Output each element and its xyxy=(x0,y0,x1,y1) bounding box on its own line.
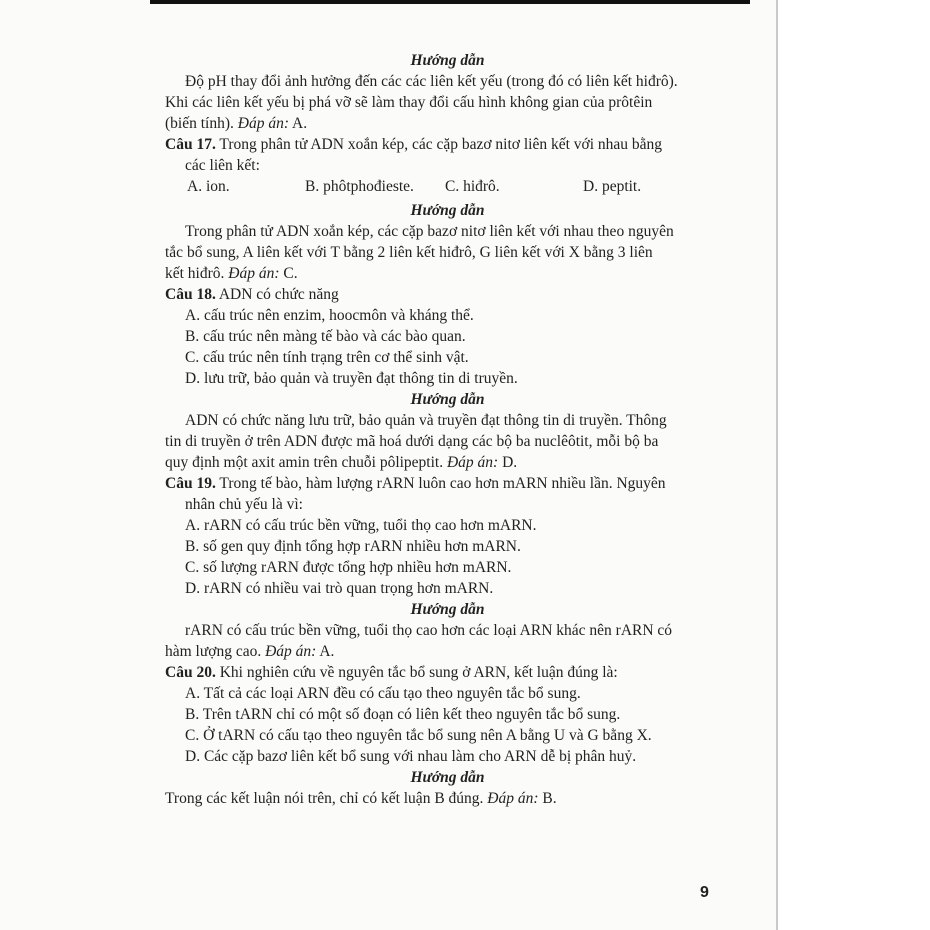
line-text: A. rARN có cấu trúc bền vững, tuổi thọ cao hơn mARN. xyxy=(185,517,537,534)
text-line xyxy=(165,683,730,704)
option-item: D. peptit. xyxy=(583,178,642,195)
text-line xyxy=(165,410,730,431)
option-item: C. hiđrô. xyxy=(445,178,500,195)
line-text: tin di truyền ở trên ADN được mã hoá dưới dạng các bộ ba nuclêôtit, mỗi bộ ba xyxy=(165,433,659,450)
line-text: quy định một axit amin trên chuỗi pôlipeptit. xyxy=(165,454,447,471)
page-margin xyxy=(778,0,930,930)
text-line xyxy=(165,494,730,515)
guide-heading: Hướng dẫn xyxy=(410,391,485,408)
page-number: 9 xyxy=(700,884,709,901)
question-line xyxy=(165,284,730,305)
question-number: Câu 19. xyxy=(165,475,216,492)
line-text: Trong các kết luận nói trên, chỉ có kết luận B đúng. xyxy=(165,790,488,807)
text-line xyxy=(165,704,730,725)
question-text: Trong tế bào, hàm lượng rARN luôn cao hơn mARN nhiều lần. Nguyên xyxy=(215,475,666,492)
answer-value: B. xyxy=(538,790,557,807)
line-text: (biến tính). xyxy=(165,115,238,132)
text-line xyxy=(165,71,730,92)
answer-value: D. xyxy=(498,454,518,471)
question-number: Câu 20. xyxy=(165,664,216,681)
text-line xyxy=(165,263,730,284)
question-text: ADN có chức năng xyxy=(215,286,339,303)
page-content xyxy=(165,50,730,809)
line-text: D. Các cặp bazơ liên kết bổ sung với nhau làm cho ARN dễ bị phân huỷ. xyxy=(185,748,637,765)
option-item: B. phôtphođieste. xyxy=(305,178,414,195)
line-text: C. Ở tARN có cấu tạo theo nguyên tắc bổ sung nên A bằng U và G bằng X. xyxy=(185,727,652,744)
answer-value: A. xyxy=(288,115,308,132)
question-line xyxy=(165,473,730,494)
text-line xyxy=(165,92,730,113)
line-text: Trong phân tử ADN xoắn kép, các cặp bazơ nitơ liên kết với nhau theo nguyên xyxy=(185,223,674,240)
guide-heading: Hướng dẫn xyxy=(410,202,485,219)
line-text: C. cấu trúc nên tính trạng trên cơ thể sinh vật. xyxy=(185,349,469,366)
line-text: D. rARN có nhiều vai trò quan trọng hơn mARN. xyxy=(185,580,494,597)
text-line xyxy=(165,452,730,473)
answer-value: C. xyxy=(279,265,298,282)
text-line xyxy=(165,641,730,662)
line-text: A. cấu trúc nên enzim, hoocmôn và kháng thể. xyxy=(185,307,474,324)
text-line xyxy=(165,368,730,389)
answer-label: Đáp án: xyxy=(446,454,499,471)
answer-label: Đáp án: xyxy=(237,115,289,132)
text-line xyxy=(165,788,730,809)
line-text: rARN có cấu trúc bền vững, tuổi thọ cao hơn các loại ARN khác nên rARN có xyxy=(185,622,673,639)
question-number: Câu 18. xyxy=(165,286,216,303)
line-text: tắc bổ sung, A liên kết với T bằng 2 liên kết hiđrô, G liên kết với X bằng 3 liên xyxy=(165,244,653,261)
line-text: A. Tất cả các loại ARN đều có cấu tạo theo nguyên tắc bổ sung. xyxy=(185,685,581,702)
options-row xyxy=(165,176,730,197)
text-line xyxy=(165,347,730,368)
question-text: Trong phân tử ADN xoắn kép, các cặp bazơ nitơ liên kết với nhau bằng xyxy=(215,136,663,153)
text-line xyxy=(165,221,730,242)
text-line xyxy=(165,620,730,641)
text-line xyxy=(165,557,730,578)
text-line xyxy=(165,113,730,134)
question-line xyxy=(165,134,730,155)
line-text: hàm lượng cao. xyxy=(165,643,266,660)
text-line xyxy=(165,431,730,452)
text-line xyxy=(165,746,730,767)
text-line xyxy=(165,515,730,536)
guide-heading: Hướng dẫn xyxy=(410,52,485,69)
line-text: B. số gen quy định tổng hợp rARN nhiều hơn mARN. xyxy=(185,538,521,555)
guide-heading: Hướng dẫn xyxy=(410,769,485,786)
text-line xyxy=(165,536,730,557)
line-text: kết hiđrô. xyxy=(165,265,229,282)
answer-label: Đáp án: xyxy=(487,790,539,807)
text-line xyxy=(165,326,730,347)
question-line xyxy=(165,662,730,683)
text-line xyxy=(165,578,730,599)
answer-label: Đáp án: xyxy=(228,265,280,282)
line-text: B. cấu trúc nên màng tế bào và các bào quan. xyxy=(185,328,466,345)
line-text: D. lưu trữ, bảo quản và truyền đạt thông tin di truyền. xyxy=(185,370,518,387)
line-text: B. Trên tARN chỉ có một số đoạn có liên kết theo nguyên tắc bổ sung. xyxy=(185,706,621,723)
option-item: A. ion. xyxy=(187,178,230,195)
question-number: Câu 17. xyxy=(165,136,216,153)
text-line xyxy=(165,725,730,746)
line-text: các liên kết: xyxy=(185,157,260,174)
text-line xyxy=(165,242,730,263)
text-line xyxy=(165,155,730,176)
line-text: Độ pH thay đổi ảnh hưởng đến các các liên kết yếu (trong đó có liên kết hiđrô). xyxy=(185,73,678,90)
top-border xyxy=(150,0,750,4)
line-text: ADN có chức năng lưu trữ, bảo quản và truyền đạt thông tin di truyền. Thông xyxy=(185,412,667,429)
line-text: Khi các liên kết yếu bị phá vỡ sẽ làm thay đổi cấu hình không gian của prôtêin xyxy=(165,94,653,111)
line-text: C. số lượng rARN được tổng hợp nhiều hơn mARN. xyxy=(185,559,512,576)
question-text: Khi nghiên cứu về nguyên tắc bổ sung ở ARN, kết luận đúng là: xyxy=(215,664,618,681)
answer-label: Đáp án: xyxy=(265,643,317,660)
guide-heading: Hướng dẫn xyxy=(410,601,485,618)
answer-value: A. xyxy=(316,643,335,660)
text-line xyxy=(165,305,730,326)
line-text: nhân chủ yếu là vì: xyxy=(185,496,303,513)
